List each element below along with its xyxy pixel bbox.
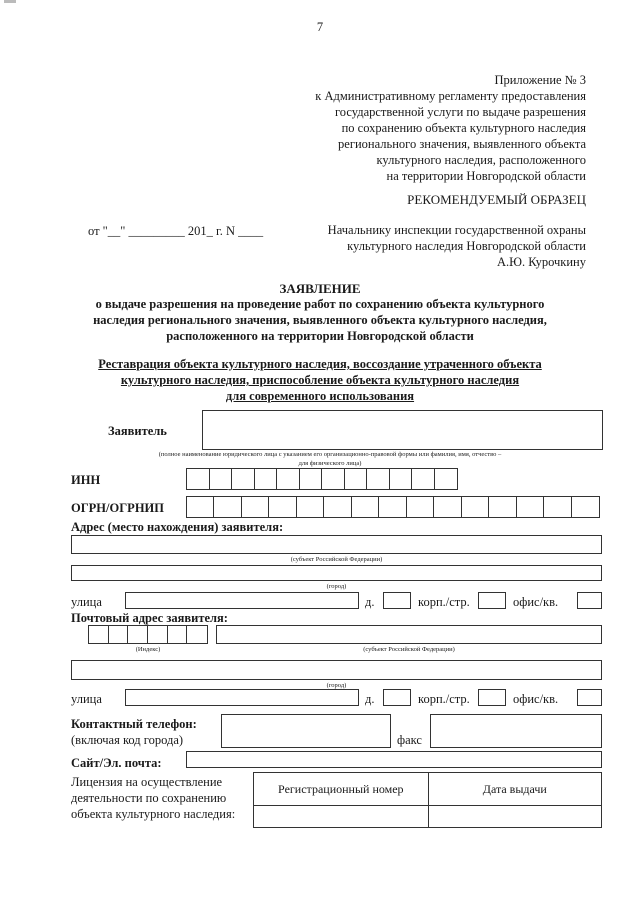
fax-label: факс: [397, 733, 422, 747]
phone-sub-label: (включая код города): [71, 733, 184, 747]
applicant-field[interactable]: [202, 410, 603, 450]
address-subject-hint: (субъект Российской Федерации): [290, 556, 383, 563]
license-reg-number-field[interactable]: [254, 806, 429, 828]
page-number: 7: [316, 20, 324, 34]
date-line: от "__" _________ 201_ г. N ____: [88, 224, 264, 238]
document-title: ЗАЯВЛЕНИЕ: [279, 281, 361, 296]
phone-field[interactable]: [221, 714, 391, 748]
applicant-hint-2: для физического лица): [298, 460, 362, 467]
heading-line-3: расположенного на территории Новгородской области: [166, 329, 474, 343]
postal-office-label: офис/кв.: [513, 692, 559, 706]
inn-field[interactable]: [186, 468, 458, 490]
house-label: д.: [365, 595, 375, 609]
heading-line-1: о выдаче разрешения на проведение работ по сохранению объекта культурного: [95, 297, 545, 311]
street-field[interactable]: [125, 592, 359, 609]
address-city-field[interactable]: [71, 565, 602, 581]
scan-mark: [4, 0, 16, 3]
address-city-hint: (город): [326, 583, 347, 590]
postal-index-hint: (Индекс): [135, 646, 161, 653]
postal-building-label: корп./стр.: [418, 692, 470, 706]
postal-street-label: улица: [71, 692, 102, 706]
office-label: офис/кв.: [513, 595, 559, 609]
applicant-hint-1: (полное наименование юридического лица с указанием его организационно-правовой формы или фамилия, имя, отчество –: [158, 451, 502, 458]
license-label-line-2: деятельности по сохранению: [71, 791, 227, 805]
appendix-line-7: на территории Новгородской области: [386, 169, 586, 183]
addressee-line-1: Начальнику инспекции государственной охраны: [327, 223, 586, 237]
ogrn-label: ОГРН/ОГРНИП: [71, 501, 164, 515]
postal-city-hint: (город): [326, 682, 347, 689]
postal-office-field[interactable]: [577, 689, 602, 706]
postal-house-field[interactable]: [383, 689, 411, 706]
address-label: Адрес (место нахождения) заявителя:: [71, 520, 284, 534]
license-label-line-3: объекта культурного наследия:: [71, 807, 236, 821]
site-email-field[interactable]: [186, 751, 602, 768]
license-col-issue-date: Дата выдачи: [428, 773, 601, 806]
address-subject-field[interactable]: [71, 535, 602, 554]
appendix-line-3: государственной услуги по выдаче разрешения: [334, 105, 586, 119]
building-field[interactable]: [478, 592, 506, 609]
postal-address-label: Почтовый адрес заявителя:: [71, 611, 228, 625]
fax-field[interactable]: [430, 714, 602, 748]
inn-label: ИНН: [71, 473, 101, 487]
postal-street-field[interactable]: [125, 689, 359, 706]
postal-subject-field[interactable]: [216, 625, 602, 644]
appendix-line-4: по сохранению объекта культурного наследия: [341, 121, 586, 135]
recommended-sample: РЕКОМЕНДУЕМЫЙ ОБРАЗЕЦ: [407, 192, 586, 207]
license-label-line-1: Лицензия на осуществление: [71, 775, 223, 789]
postal-building-field[interactable]: [478, 689, 506, 706]
postal-house-label: д.: [365, 692, 375, 706]
appendix-line-1: Приложение № 3: [494, 73, 586, 87]
site-email-label: Сайт/Эл. почта:: [71, 756, 162, 770]
postal-index-field[interactable]: [88, 625, 208, 644]
phone-label: Контактный телефон:: [71, 717, 197, 731]
house-field[interactable]: [383, 592, 411, 609]
postal-city-field[interactable]: [71, 660, 602, 680]
license-table: [253, 772, 602, 828]
ogrn-field[interactable]: [186, 496, 600, 518]
building-label: корп./стр.: [418, 595, 470, 609]
addressee-line-2: культурного наследия Новгородской области: [347, 239, 586, 253]
license-col-reg-number: Регистрационный номер: [254, 773, 429, 806]
appendix-line-6: культурного наследия, расположенного: [376, 153, 586, 167]
subheading-line-1: Реставрация объекта культурного наследия, воссоздание утраченного объекта: [98, 357, 542, 371]
license-issue-date-field[interactable]: [428, 806, 601, 828]
street-label: улица: [71, 595, 102, 609]
office-field[interactable]: [577, 592, 602, 609]
appendix-line-5: регионального значения, выявленного объекта: [338, 137, 586, 151]
subheading-line-3: для современного использования: [225, 389, 415, 403]
heading-line-2: наследия регионального значения, выявленного объекта культурного наследия,: [93, 313, 547, 327]
addressee-line-3: А.Ю. Курочкину: [496, 255, 586, 269]
subheading-line-2: культурного наследия, приспособление объекта культурного наследия: [120, 373, 520, 387]
appendix-line-2: к Административному регламенту предоставления: [315, 89, 586, 103]
postal-subject-hint: (субъект Российской Федерации): [363, 646, 455, 653]
applicant-label: Заявитель: [108, 424, 167, 438]
